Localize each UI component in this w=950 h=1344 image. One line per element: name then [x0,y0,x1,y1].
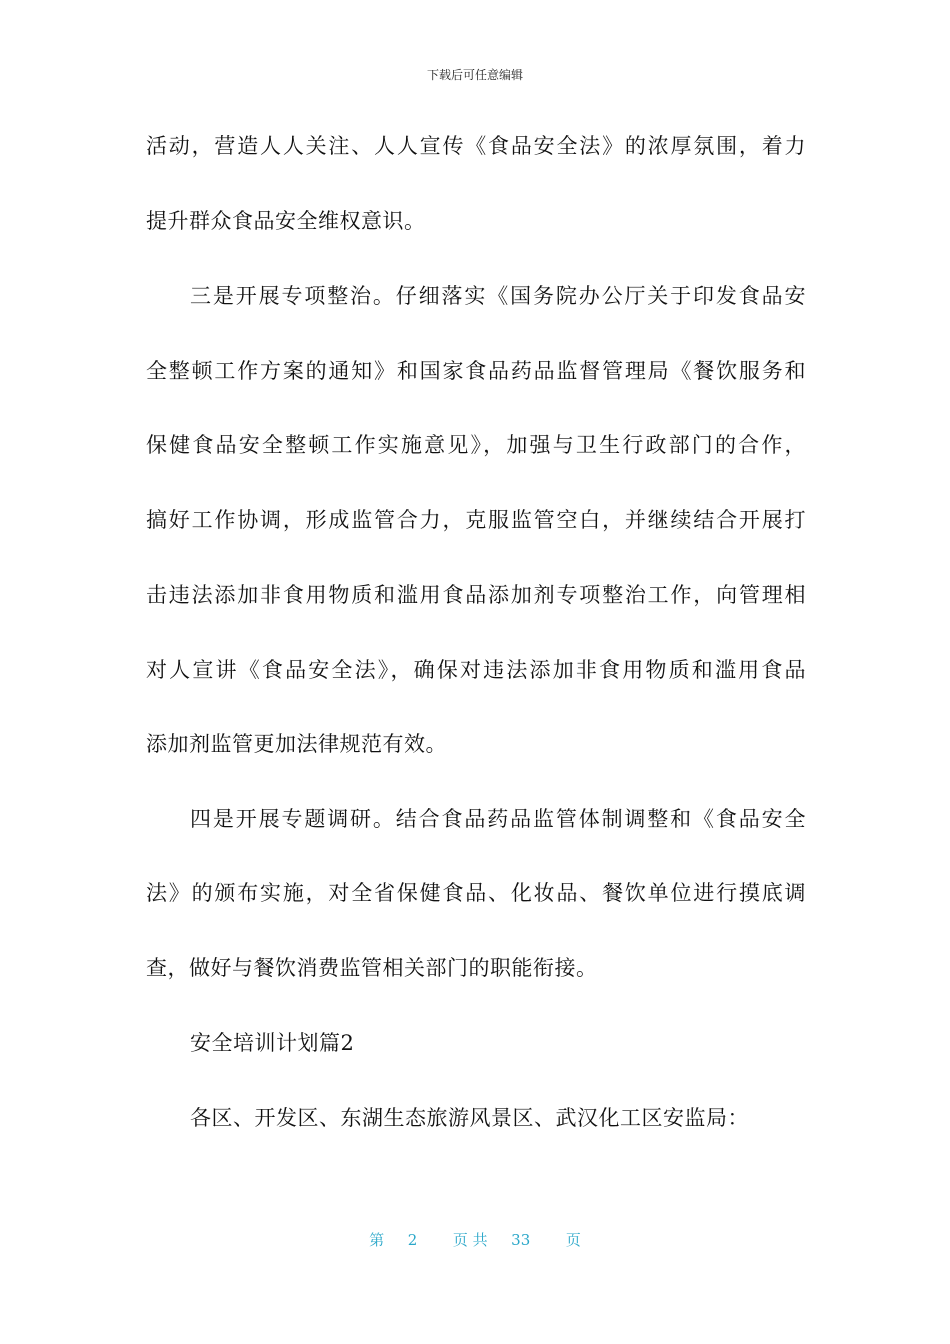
paragraph-line: 四是开展专题调研。结合食品药品监管体制调整和《食品安全 [190,807,806,831]
page-footer [0,1229,950,1250]
page-header-note: 下载后可任意编辑 [426,68,523,82]
paragraph-line: 查，做好与餐饮消费监管相关部门的职能衔接。 [146,956,598,980]
paragraph-line: 搞好工作协调，形成监管合力，克服监管空白，并继续结合开展打 [146,508,806,532]
footer-suffix: 页 [565,1231,581,1249]
footer-middle: 页 共 [452,1231,488,1249]
paragraph-line: 保健食品安全整顿工作实施意见》，加强与卫生行政部门的合作， [146,433,806,457]
paragraph-line: 击违法添加非食用物质和滥用食品添加剂专项整治工作，向管理相 [146,583,806,607]
paragraph-line: 提升群众食品安全维权意识。 [146,209,426,233]
paragraph-line: 添加剂监管更加法律规范有效。 [146,732,447,756]
paragraph-line: 对人宣讲《食品安全法》，确保对违法添加非食用物质和滥用食品 [146,658,806,682]
footer-total-pages: 33 [511,1231,531,1249]
section-heading: 安全培训计划篇2 [190,1031,355,1055]
paragraph-line: 全整顿工作方案的通知》和国家食品药品监督管理局《餐饮服务和 [146,359,806,383]
salutation-line: 各区、开发区、东湖生态旅游风景区、武汉化工区安监局： [190,1106,749,1130]
footer-page-number: 2 [407,1231,418,1249]
paragraph-line: 三是开展专项整治。仔细落实《国务院办公厅关于印发食品安 [190,284,806,308]
paragraph-line: 法》的颁布实施，对全省保健食品、化妆品、餐饮单位进行摸底调 [146,881,806,905]
footer-prefix: 第 [369,1231,385,1249]
paragraph-line: 活动，营造人人关注、人人宣传《食品安全法》的浓厚氛围，着力 [146,134,806,158]
